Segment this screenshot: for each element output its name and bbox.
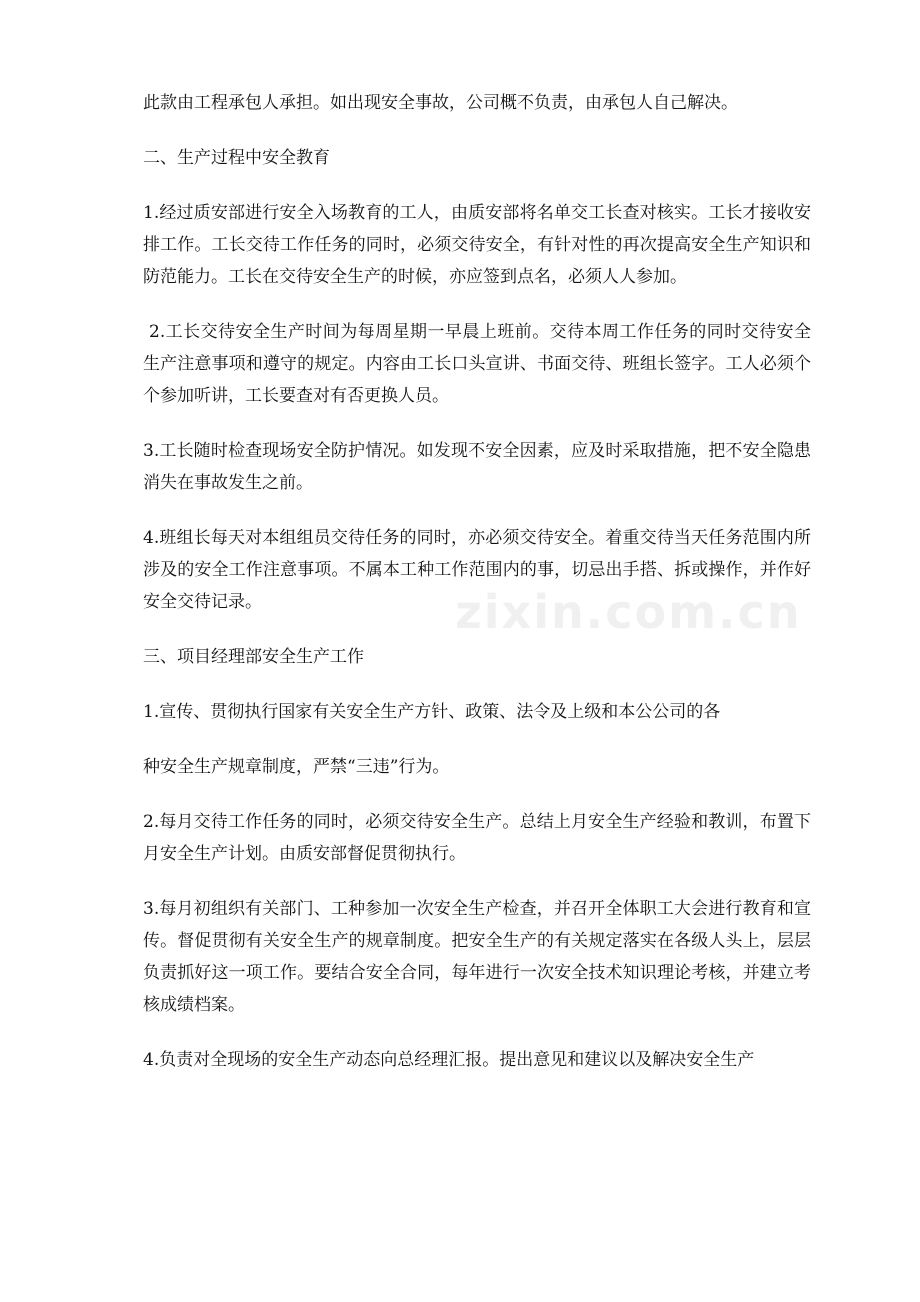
paragraph-3-1-part-a: 1.宣传、贯彻执行国家有关安全生产方针、政策、法令及上级和本公公司的各 — [143, 702, 721, 722]
section-heading-2: 二、生产过程中安全教育 — [143, 148, 330, 168]
section-heading-3: 三、项目经理部安全生产工作 — [143, 647, 364, 667]
paragraph-contractor-liability: 此款由工程承包人承担。如出现安全事故，公司概不负责，由承包人自己解决。 — [143, 93, 738, 113]
paragraph-2-3: 3.工长随时检查现场安全防护情况。如发现不安全因素，应及时采取措施，把不安全隐患消失在事故发生之前。 — [143, 441, 811, 493]
paragraph-3-1-part-b: 种安全生产规章制度，严禁“三违”行为。 — [143, 757, 450, 777]
paragraph-3-4: 4.负责对全现场的安全生产动态向总经理汇报。提出意见和建议以及解决安全生产 — [143, 1050, 755, 1070]
paragraph-2-1: 1.经过质安部进行安全入场教育的工人，由质安部将名单交工长查对核实。工长才接收安排工作。工长交待工作任务的同时，必须交待安全，有针对性的再次提高安全生产知识和防范能力。工长在交待安全生产的时候，亦应签到点名，必须人人参加。 — [143, 203, 811, 287]
watermark: zixin.com.cn — [455, 585, 802, 639]
document-body — [143, 87, 811, 1099]
paragraph-2-4: 4.班组长每天对本组组员交待任务的同时，亦必须交待安全。着重交待当天任务范围内所涉及的安全工作注意事项。不属本工种工作范围内的事，切忌出手搭、拆或操作，并作好安全交待记录。 — [143, 528, 811, 612]
paragraph-2-2: 2.工长交待安全生产时间为每周星期一早晨上班前。交待本周工作任务的同时交待安全生产注意事项和遵守的规定。内容由工长口头宣讲、书面交待、班组长签字。工人必须个个参加听讲，工长要查对有否更换人员。 — [143, 322, 811, 406]
paragraph-3-3: 3.每月初组织有关部门、工种参加一次安全生产检查，并召开全体职工大会进行教育和宣传。督促贯彻有关安全生产的规章制度。把安全生产的有关规定落实在各级人头上，层层负责抓好这一项工作。要结合安全合同，每年进行一次安全技术知识理论考核，并建立考核成绩档案。 — [143, 899, 811, 1015]
paragraph-3-2: 2.每月交待工作任务的同时，必须交待安全生产。总结上月安全生产经验和教训，布置下月安全生产计划。由质安部督促贯彻执行。 — [143, 812, 811, 864]
